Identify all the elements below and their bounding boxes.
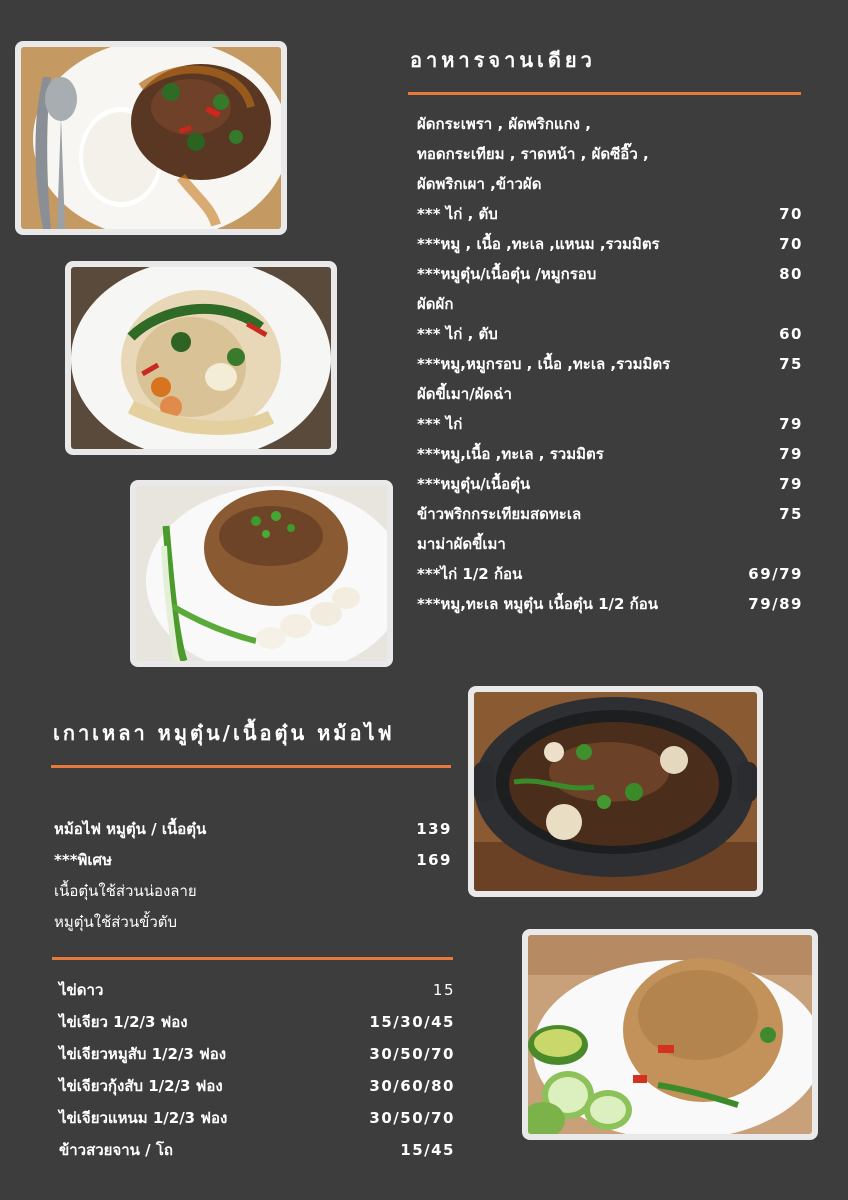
menu-item: [59, 1070, 455, 1102]
menu-list-single-dish: [417, 109, 803, 619]
menu-item-price: 79: [779, 415, 803, 433]
menu-item: [417, 229, 803, 259]
menu-item: [417, 499, 803, 529]
menu-item: [54, 907, 452, 938]
photo-basil-stir-fry-image: [21, 47, 281, 229]
menu-item: [417, 259, 803, 289]
menu-item-name: ***พิเศษ: [54, 851, 112, 869]
menu-item-name: ไข่เจียวกุ้งสับ 1/2/3 ฟอง: [59, 1077, 223, 1095]
menu-item: [417, 589, 803, 619]
menu-item-price: 75: [779, 505, 803, 523]
menu-item-name: ข้าวสวยจาน / โถ: [59, 1141, 173, 1159]
section-title-hot-pot: เกาเหลา หมูตุ๋น/เนื้อตุ๋น หม้อไฟ: [53, 721, 395, 745]
menu-item-price: 75: [779, 355, 803, 373]
photo-fried-rice-onion: [130, 480, 393, 667]
photo-seafood-stir-fry: [65, 261, 337, 455]
menu-item: [417, 349, 803, 379]
menu-item-price: 30/50/70: [369, 1045, 455, 1063]
menu-item: [59, 974, 455, 1006]
menu-item: [54, 814, 452, 845]
menu-item: [417, 439, 803, 469]
menu-item-name: เนื้อตุ๋นใช้ส่วนน่องลาย: [54, 882, 197, 900]
menu-item-price: 139: [416, 820, 452, 838]
menu-item-name: ***หมู,ทะเล หมูตุ๋น เนื้อตุ๋น 1/2 ก้อน: [417, 595, 659, 613]
menu-item-name: ***หมูตุ๋น/เนื้อตุ๋น: [417, 475, 531, 493]
menu-item-name: หม้อไฟ หมูตุ๋น / เนื้อตุ๋น: [54, 820, 207, 838]
menu-item: [417, 139, 803, 169]
menu-item: [417, 289, 803, 319]
menu-item-price: 15: [432, 981, 455, 999]
menu-item-price: 70: [779, 205, 803, 223]
menu-item: [417, 169, 803, 199]
menu-item-name: *** ไก่: [417, 415, 463, 433]
menu-item-price: 30/50/70: [369, 1109, 455, 1127]
menu-item-price: 69/79: [748, 565, 803, 583]
menu-list-eggs-rice: [59, 974, 455, 1166]
menu-item-price: 70: [779, 235, 803, 253]
menu-item-price: 15/45: [400, 1141, 455, 1159]
section-divider: [408, 92, 801, 95]
menu-item-name: ผัดขี้เมา/ผัดฉ่า: [417, 385, 512, 403]
section-divider: [52, 957, 453, 960]
menu-item-name: หมูตุ๋นใช้ส่วนขั้วตับ: [54, 913, 178, 931]
menu-item-price: 169: [416, 851, 452, 869]
menu-item: [417, 529, 803, 559]
menu-item-name: ***หมูตุ๋น/เนื้อตุ๋น /หมูกรอบ: [417, 265, 597, 283]
photo-hot-pot-image: [474, 692, 757, 891]
menu-item: [417, 199, 803, 229]
menu-item-name: ข้าวพริกกระเทียมสดทะเล: [417, 505, 582, 523]
menu-item-name: ไข่เจียวแหนม 1/2/3 ฟอง: [59, 1109, 228, 1127]
menu-item-price: 79/89: [748, 595, 803, 613]
menu-item-name: ***ไก่ 1/2 ก้อน: [417, 565, 523, 583]
menu-item: [59, 1006, 455, 1038]
section-title-single-dish: อาหารจานเดียว: [410, 48, 596, 72]
menu-item-name: มาม่าผัดขี้เมา: [417, 535, 506, 553]
menu-item: [417, 109, 803, 139]
photo-basil-stir-fry: [15, 41, 287, 235]
menu-item: [54, 845, 452, 876]
menu-item: [59, 1134, 455, 1166]
menu-item-price: 60: [779, 325, 803, 343]
menu-item-name: ไข่เจียวหมูสับ 1/2/3 ฟอง: [59, 1045, 227, 1063]
menu-item-name: ผัดพริกเผา ,ข้าวผัด: [417, 175, 542, 193]
menu-item: [59, 1038, 455, 1070]
menu-item-name: ผัดกระเพรา , ผัดพริกแกง ,: [417, 115, 591, 133]
menu-item: [417, 319, 803, 349]
menu-item-name: ***หมู,หมูกรอบ , เนื้อ ,ทะเล ,รวมมิตร: [417, 355, 671, 373]
photo-hot-pot: [468, 686, 763, 897]
menu-item-price: 80: [779, 265, 803, 283]
menu-item-price: 15/30/45: [369, 1013, 455, 1031]
photo-seafood-stir-fry-image: [71, 267, 331, 449]
menu-list-hot-pot: [54, 814, 452, 938]
menu-item-name: ทอดกระเทียม , ราดหน้า , ผัดซีอิ๊ว ,: [417, 145, 649, 163]
menu-item-name: ***หมู , เนื้อ ,ทะเล ,แหนม ,รวมมิตร: [417, 235, 660, 253]
menu-item: [417, 469, 803, 499]
menu-item: [417, 379, 803, 409]
menu-item-price: 79: [779, 475, 803, 493]
menu-item-name: ไข่ดาว: [59, 981, 104, 999]
photo-fried-rice-cucumber: [522, 929, 818, 1140]
menu-item-name: ไข่เจียว 1/2/3 ฟอง: [59, 1013, 188, 1031]
section-divider: [51, 765, 451, 768]
menu-item-name: ผัดผัก: [417, 295, 454, 313]
menu-item-price: 30/60/80: [369, 1077, 455, 1095]
menu-item: [417, 559, 803, 589]
menu-item: [417, 409, 803, 439]
menu-item: [59, 1102, 455, 1134]
menu-item-name: ***หมู,เนื้อ ,ทะเล , รวมมิตร: [417, 445, 604, 463]
menu-item-name: *** ไก่ , ตับ: [417, 325, 498, 343]
photo-fried-rice-cucumber-image: [528, 935, 812, 1134]
photo-fried-rice-onion-image: [136, 486, 387, 661]
menu-item-name: *** ไก่ , ตับ: [417, 205, 498, 223]
menu-item: [54, 876, 452, 907]
menu-item-price: 79: [779, 445, 803, 463]
